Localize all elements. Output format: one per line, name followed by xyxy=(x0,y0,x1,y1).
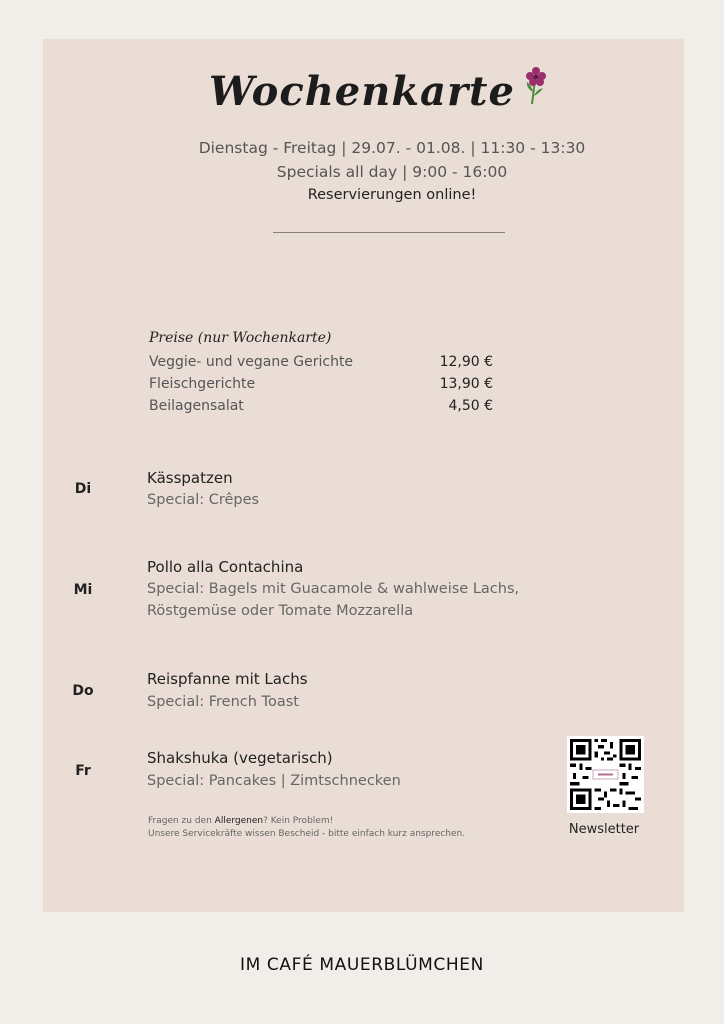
allergen-note-post: ? Kein Problem! xyxy=(263,816,334,826)
price-label: Veggie- und vegane Gerichte xyxy=(149,354,354,370)
prices-title: Preise (nur Wochenkarte) xyxy=(149,330,332,346)
dish-special: Special: Crêpes xyxy=(147,492,260,508)
flower-icon xyxy=(523,66,549,106)
divider xyxy=(273,232,505,233)
menu-title xyxy=(0,68,724,115)
allergen-note-pre: Fragen zu den xyxy=(148,816,215,826)
day-label-fr: Fr xyxy=(75,763,91,779)
dish-special-cont: Röstgemüse oder Tomate Mozzarella xyxy=(147,603,414,619)
allergen-note-bold: Allergenen xyxy=(214,816,264,826)
dish-name: Reispfanne mit Lachs xyxy=(147,670,308,688)
price-amount: 12,90 € xyxy=(439,354,493,370)
dish-name: Pollo alla Contachina xyxy=(147,558,304,576)
dish-special: Special: Bagels mit Guacamole & wahlweise Lachs, xyxy=(147,581,520,597)
specials-hours: Specials all day | 9:00 - 16:00 xyxy=(276,163,508,181)
service-hours: Dienstag - Freitag | 29.07. - 01.08. | 11:30 - 13:30 xyxy=(198,139,586,157)
title-text: Wochenkarte xyxy=(209,68,515,115)
price-label: Fleischgerichte xyxy=(149,376,256,392)
cafe-name-footer: IM CAFÉ MAUERBLÜMCHEN xyxy=(240,955,484,975)
day-label-do: Do xyxy=(72,683,94,699)
reservation-note: Reservierungen online! xyxy=(307,187,477,203)
price-row xyxy=(149,376,493,392)
newsletter-label: Newsletter xyxy=(568,822,640,837)
price-label: Beilagensalat xyxy=(149,398,244,414)
price-amount: 13,90 € xyxy=(439,376,493,392)
qr-code[interactable] xyxy=(567,736,644,813)
price-row xyxy=(149,398,493,414)
dish-special: Special: French Toast xyxy=(147,694,299,710)
dish-name: Shakshuka (vegetarisch) xyxy=(147,749,333,767)
allergen-note-line2: Unsere Servicekräfte wissen Bescheid - bitte einfach kurz ansprechen. xyxy=(148,829,466,839)
price-row xyxy=(149,354,493,370)
allergen-note xyxy=(148,816,333,826)
dish-special: Special: Pancakes | Zimtschnecken xyxy=(147,773,401,789)
day-label-di: Di xyxy=(74,481,92,497)
dish-name: Kässpatzen xyxy=(147,469,233,487)
day-label-mi: Mi xyxy=(73,582,93,598)
price-amount: 4,50 € xyxy=(448,398,493,414)
